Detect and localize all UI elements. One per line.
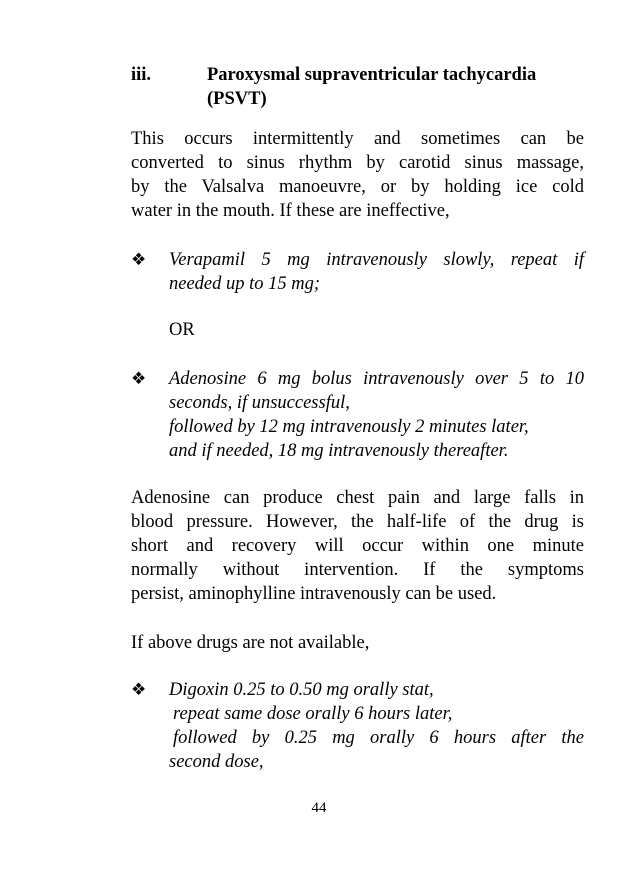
bullet-line: and if needed, 18 mg intravenously thereafter. (169, 441, 509, 461)
paragraph-line: persist, aminophylline intravenously can be used. (131, 584, 497, 604)
bullet-line: followed by 0.25 mg orally 6 hours after the (173, 728, 584, 748)
paragraph-line: by the Valsalva manoeuvre, or by holding ice cold (131, 177, 584, 197)
paragraph-line: converted to sinus rhythm by carotid sinus massage, (131, 153, 584, 173)
fallback-paragraph (131, 631, 584, 655)
paragraph-line: If above drugs are not available, (131, 633, 370, 653)
paragraph-line: Adenosine can produce chest pain and large falls in (131, 488, 584, 508)
diamond-bullet-icon: ❖ (131, 680, 147, 699)
section-title-line-1: Paroxysmal supraventricular tachycardia (207, 65, 537, 85)
bullet-line: followed by 12 mg intravenously 2 minutes later, (169, 417, 529, 437)
bullet-line: Verapamil 5 mg intravenously slowly, repeat if (169, 250, 584, 270)
diamond-bullet-icon: ❖ (131, 250, 147, 269)
page-number: 44 (311, 800, 327, 816)
bullet-text (169, 367, 584, 463)
diamond-bullet-icon: ❖ (131, 369, 147, 388)
bullet-line: repeat same dose orally 6 hours later, (173, 704, 453, 724)
or-separator: OR (169, 320, 195, 340)
bullet-line: seconds, if unsuccessful, (169, 393, 350, 413)
paragraph-line: blood pressure. However, the half-life of the drug is (131, 512, 584, 532)
section-title (207, 63, 597, 111)
section-number: iii. (131, 65, 152, 85)
adenosine-paragraph (131, 486, 584, 606)
section-title-line-2: (PSVT) (207, 89, 267, 109)
paragraph-line: normally without intervention. If the symptoms (131, 560, 584, 580)
bullet-line: Adenosine 6 mg bolus intravenously over 5 to 10 (169, 369, 584, 389)
paragraph-line: water in the mouth. If these are ineffective, (131, 201, 450, 221)
intro-paragraph (131, 127, 584, 223)
bullet-text (169, 248, 584, 296)
bullet-line: needed up to 15 mg; (169, 274, 321, 294)
bullet-text (169, 678, 584, 774)
bullet-line: second dose, (169, 752, 264, 772)
paragraph-line: This occurs intermittently and sometimes can be (131, 129, 584, 149)
paragraph-line: short and recovery will occur within one minute (131, 536, 584, 556)
bullet-line: Digoxin 0.25 to 0.50 mg orally stat, (169, 680, 434, 700)
